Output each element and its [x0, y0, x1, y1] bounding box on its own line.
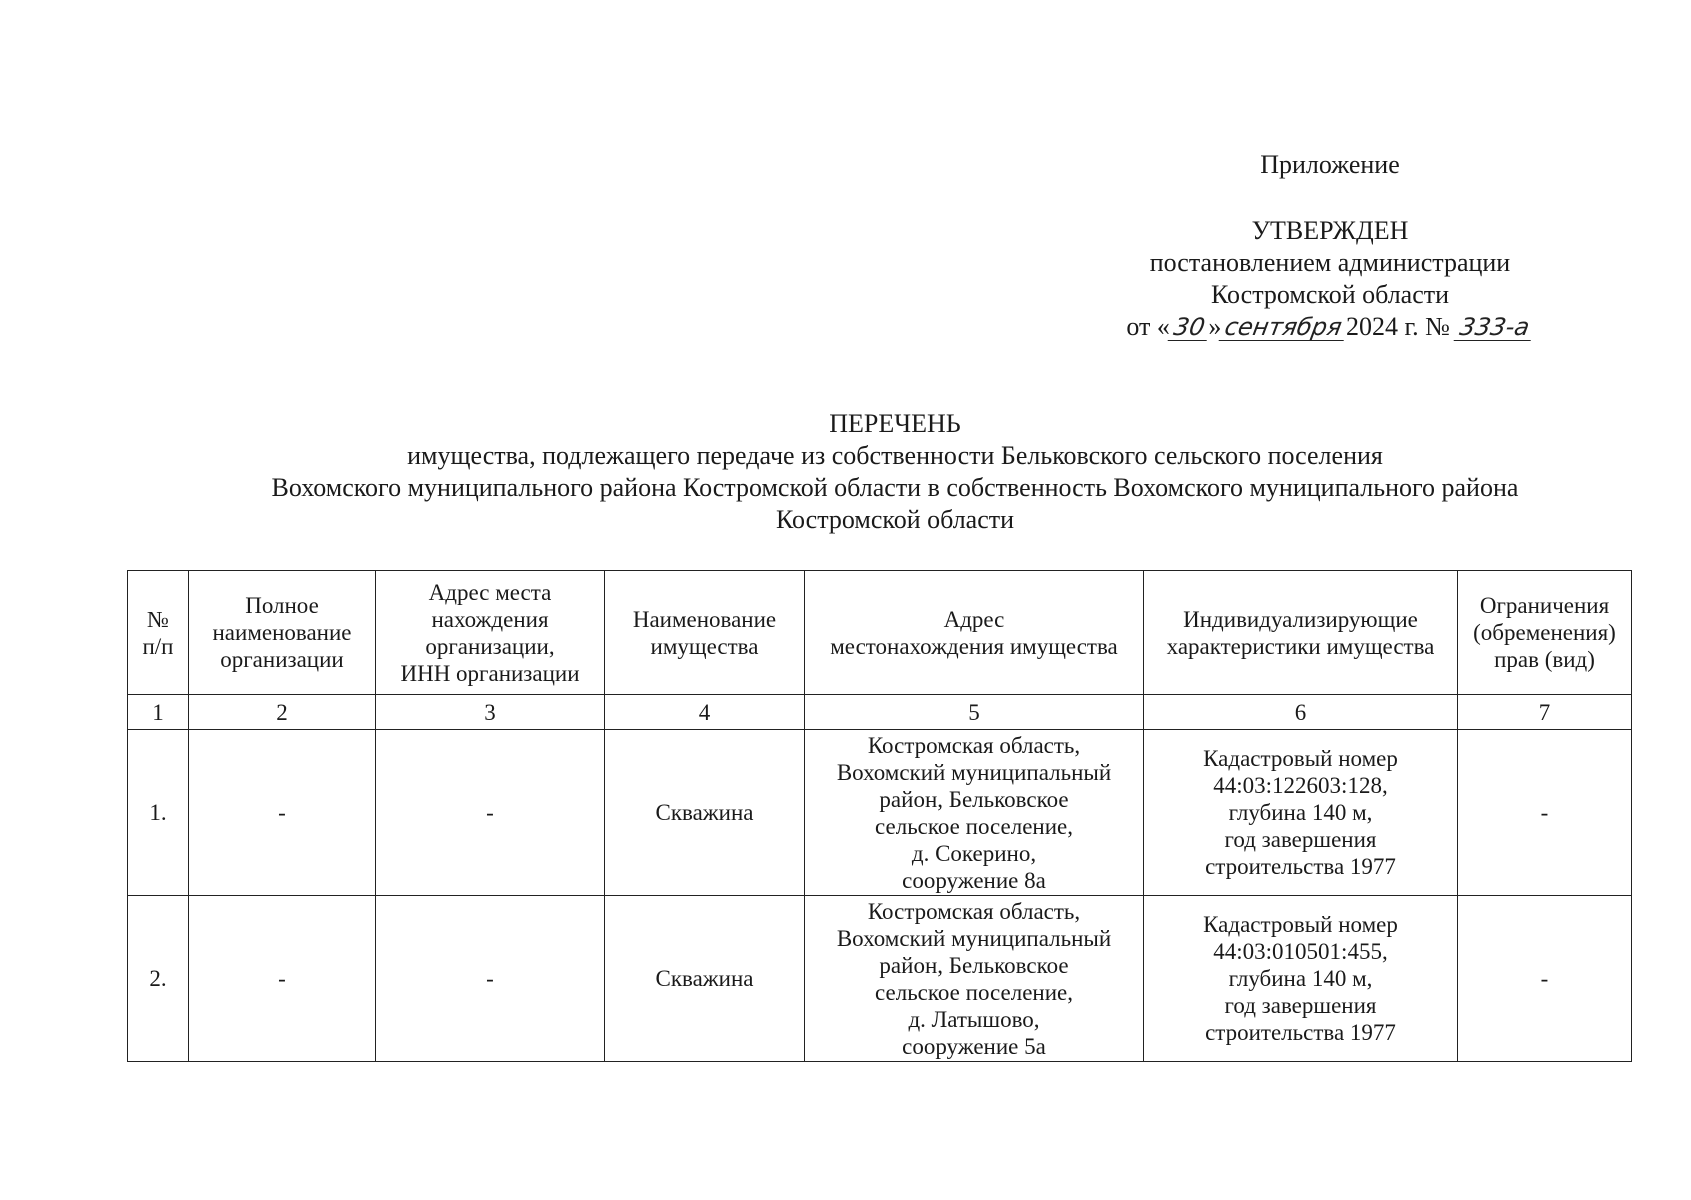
header-restrictions: Ограничения (обременения) прав (вид): [1458, 571, 1632, 695]
table-row: [128, 896, 1632, 1062]
org-name-cell: -: [189, 896, 376, 1062]
row-number: 2.: [128, 896, 189, 1062]
approved-by-line1: постановлением администрации: [1149, 248, 1511, 277]
header-property-name: Наименование имущества: [605, 571, 805, 695]
property-address-cell: Костромская область, Вохомский муниципальный район, Бельковское сельское поселение, д. Сокерино, сооружение 8а: [805, 730, 1144, 896]
table-header-row: [128, 571, 1632, 695]
property-address-cell: Костромская область, Вохомский муниципальный район, Бельковское сельское поселение, д. Латышово, сооружение 5а: [805, 896, 1144, 1062]
characteristics-cell: Кадастровый номер 44:03:122603:128, глубина 140 м, год завершения строительства 1977: [1144, 730, 1458, 896]
appendix-label: Приложение: [1260, 150, 1400, 179]
restrictions-cell: -: [1458, 730, 1632, 896]
approved-label: УТВЕРЖДЕН: [1251, 216, 1409, 245]
date-year: 2024 г. №: [1345, 312, 1450, 341]
header-org-address: Адрес места нахождения организации, ИНН организации: [376, 571, 605, 695]
date-mid: »: [1208, 312, 1222, 341]
approval-stamp: [1050, 215, 1610, 343]
title-line2: Вохомского муниципального района Костромской области в собственность Вохомского муниципального района: [271, 473, 1519, 502]
header-characteristics: Индивидуализирующие характеристики имущества: [1144, 571, 1458, 695]
header-num: № п/п: [128, 571, 189, 695]
column-number-row: [128, 695, 1632, 730]
column-number: 6: [1144, 695, 1458, 730]
org-address-cell: -: [376, 896, 605, 1062]
org-address-cell: -: [376, 730, 605, 896]
characteristics-cell: Кадастровый номер 44:03:010501:455, глубина 140 м, год завершения строительства 1977: [1144, 896, 1458, 1062]
header-property-address: Адрес местонахождения имущества: [805, 571, 1144, 695]
column-number: 1: [128, 695, 189, 730]
approved-by-line2: Костромской области: [1210, 280, 1450, 309]
column-number: 4: [605, 695, 805, 730]
restrictions-cell: -: [1458, 896, 1632, 1062]
date-prefix: от «: [1126, 312, 1170, 341]
column-number: 2: [189, 695, 376, 730]
title-line1: имущества, подлежащего передаче из собственности Бельковского сельского поселения: [407, 441, 1383, 470]
date-month-handwritten: сентября: [1219, 314, 1348, 341]
document-title: [60, 408, 1691, 536]
table-row: [128, 730, 1632, 896]
property-name-cell: Скважина: [605, 730, 805, 896]
title-heading: ПЕРЕЧЕНЬ: [829, 409, 961, 438]
column-number: 7: [1458, 695, 1632, 730]
header-org-name: Полное наименование организации: [189, 571, 376, 695]
row-number: 1.: [128, 730, 189, 896]
property-name-cell: Скважина: [605, 896, 805, 1062]
approval-date-line: [1050, 311, 1610, 343]
doc-number-handwritten: 333-а: [1454, 314, 1536, 341]
title-line3: Костромской области: [775, 505, 1015, 534]
column-number: 3: [376, 695, 605, 730]
column-number: 5: [805, 695, 1144, 730]
property-table: [127, 570, 1632, 1062]
date-day-handwritten: 30: [1167, 314, 1210, 341]
org-name-cell: -: [189, 730, 376, 896]
